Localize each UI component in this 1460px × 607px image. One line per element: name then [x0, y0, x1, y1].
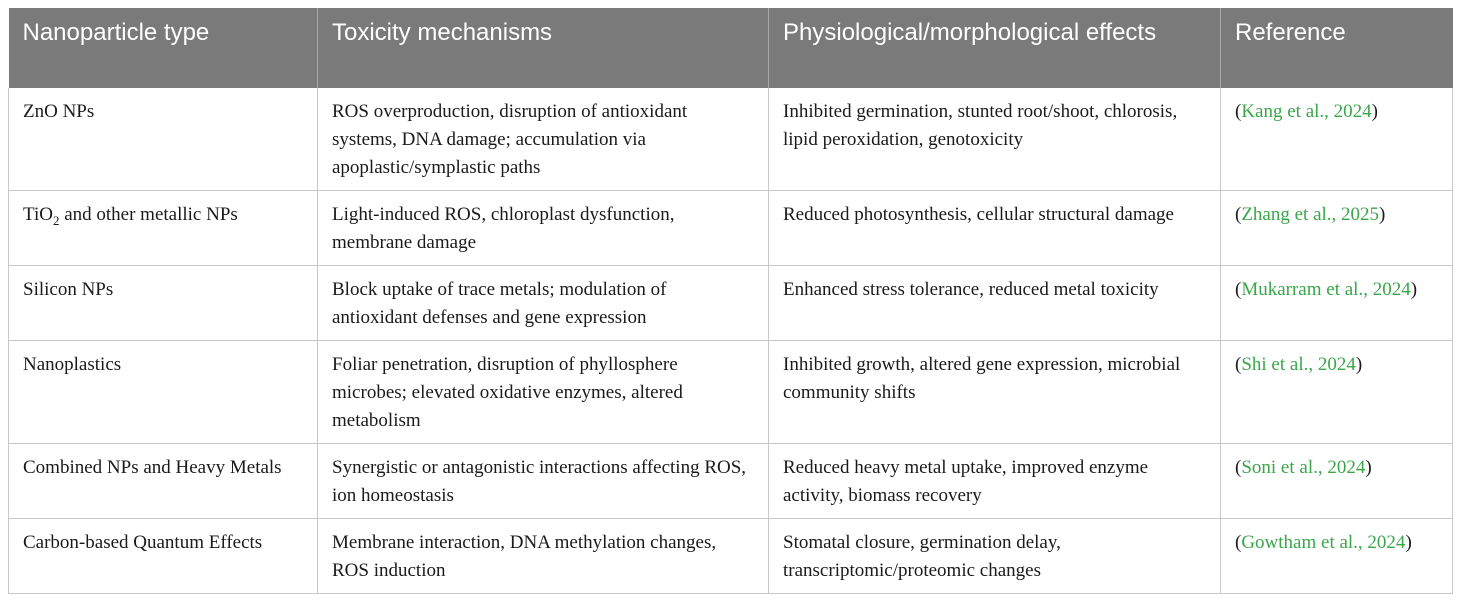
- table-header: [9, 8, 1453, 88]
- cell-reference: (Soni et al., 2024): [1221, 444, 1453, 519]
- cell-nanoparticle-type: Combined NPs and Heavy Metals: [9, 444, 318, 519]
- cell-effects: Stomatal closure, germination delay, transcriptomic/proteomic changes: [769, 519, 1221, 594]
- cell-effects: Reduced heavy metal uptake, improved enzyme activity, biomass recovery: [769, 444, 1221, 519]
- cell-reference: (Kang et al., 2024): [1221, 88, 1453, 191]
- table-row: [9, 444, 1453, 519]
- type-prefix: TiO: [23, 204, 53, 225]
- reference-link[interactable]: Gowtham et al., 2024: [1241, 532, 1406, 553]
- cell-nanoparticle-type: Silicon NPs: [9, 266, 318, 341]
- cell-reference: (Gowtham et al., 2024): [1221, 519, 1453, 594]
- table-row: [9, 266, 1453, 341]
- reference-link[interactable]: Kang et al., 2024: [1241, 101, 1372, 122]
- nanoparticle-toxicity-table-container: [8, 8, 1452, 594]
- reference-link[interactable]: Zhang et al., 2025: [1241, 204, 1380, 225]
- table-row: [9, 88, 1453, 191]
- cell-toxicity-mechanisms: ROS overproduction, disruption of antioxidant systems, DNA damage; accumulation via apoplastic/symplastic paths: [318, 88, 769, 191]
- cell-toxicity-mechanisms: Membrane interaction, DNA methylation changes, ROS induction: [318, 519, 769, 594]
- cell-reference: (Zhang et al., 2025): [1221, 191, 1453, 266]
- cell-nanoparticle-type: Nanoplastics: [9, 341, 318, 444]
- header-row: [9, 8, 1453, 88]
- cell-effects: Inhibited germination, stunted root/shoot, chlorosis, lipid peroxidation, genotoxicity: [769, 88, 1221, 191]
- header-toxicity-mechanisms: Toxicity mechanisms: [318, 8, 769, 88]
- cell-effects: Inhibited growth, altered gene expression, microbial community shifts: [769, 341, 1221, 444]
- cell-nanoparticle-type: [9, 191, 318, 266]
- cell-toxicity-mechanisms: Foliar penetration, disruption of phyllosphere microbes; elevated oxidative enzymes, altered metabolism: [318, 341, 769, 444]
- type-subscript: 2: [52, 212, 60, 228]
- table-row: [9, 191, 1453, 266]
- cell-nanoparticle-type: Carbon-based Quantum Effects: [9, 519, 318, 594]
- cell-effects: Enhanced stress tolerance, reduced metal toxicity: [769, 266, 1221, 341]
- reference-link[interactable]: Shi et al., 2024: [1241, 354, 1356, 375]
- cell-toxicity-mechanisms: Block uptake of trace metals; modulation of antioxidant defenses and gene expression: [318, 266, 769, 341]
- table-row: [9, 341, 1453, 444]
- cell-nanoparticle-type: ZnO NPs: [9, 88, 318, 191]
- cell-toxicity-mechanisms: Synergistic or antagonistic interactions affecting ROS, ion homeostasis: [318, 444, 769, 519]
- type-suffix: and other metallic NPs: [59, 204, 238, 225]
- cell-reference: (Shi et al., 2024): [1221, 341, 1453, 444]
- table-body: [9, 88, 1453, 594]
- nanoparticle-toxicity-table: [8, 8, 1453, 594]
- reference-link[interactable]: Soni et al., 2024: [1241, 457, 1366, 478]
- header-reference: Reference: [1221, 8, 1453, 88]
- cell-toxicity-mechanisms: Light-induced ROS, chloroplast dysfunction, membrane damage: [318, 191, 769, 266]
- header-effects: Physiological/morphological effects: [769, 8, 1221, 88]
- header-nanoparticle-type: Nanoparticle type: [22, 19, 210, 46]
- cell-effects: Reduced photosynthesis, cellular structural damage: [769, 191, 1221, 266]
- table-row: [9, 519, 1453, 594]
- reference-link[interactable]: Mukarram et al., 2024: [1241, 279, 1411, 300]
- cell-reference: (Mukarram et al., 2024): [1221, 266, 1453, 341]
